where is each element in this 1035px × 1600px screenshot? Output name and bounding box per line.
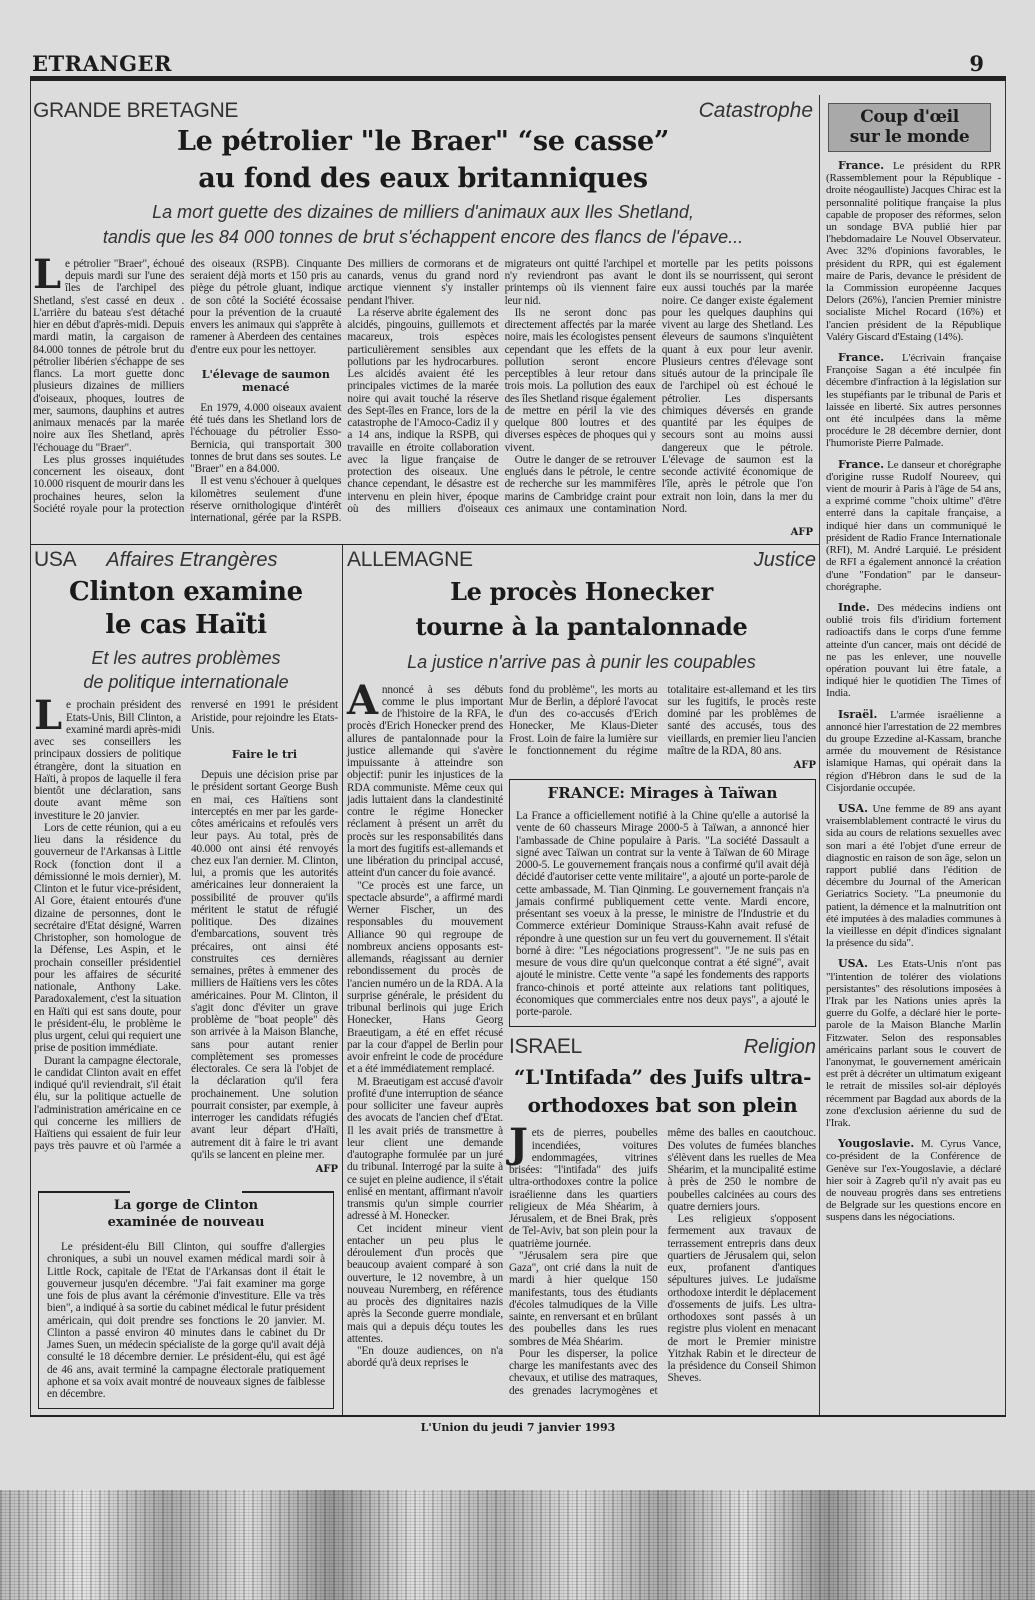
brief-text: L'écrivain française Françoise Sagan a été inculpée fin décembre d'infraction à la législation sur les stupéfiants par le tribunal de Paris et laissée en liberté. Six autres personnes ont été inculpées dans la même procédure le 28 décembre dernier, dont l'humoriste Pierre Palmade. — [826, 352, 1001, 450]
article-body — [34, 692, 338, 1161]
article-kicker: USA — [34, 548, 77, 572]
brief-item — [826, 602, 1001, 700]
paragraph-text: La France a officiellement notifié à la Chine qu'elle a autorisé la vente de 60 chasseurs Mirage 2000-5 à Taïwan, a annoncé hier l'ambassade de Chine populaire à Paris. "La société Dassault a signé avec Taïwan un contrat sur la vente à Taïwan de 60 Mirage 2000-5. Le gouvernement français nous a confirmé qu'il avait déjà décidé d'autoriser cette vente militaire", a ajouté un porte-parole de cette ambassade, M. Tian Qinming. Le gouvernement français n'a jamais confirmé publiquement cette vente. Mardi encore, présentant ses voeux à la presse, le ministre de l'Industrie et du Commerce extérieur Dominique Strauss-Kahn avait refusé de répondre à une question sur un feu vert du gouvernement. Il s'était borné à dire: "Les négociations progressent". "Je ne suis pas en mesure de vous dire qu'un quelconque contrat a été signé", avait ajouté le ministre. Cette vente "a sapé les fondements des rapports franco-chinois et porté atteinte aux relations tant politiques, économiques que commerciales entre nos deux pays", a ajouté le porte-parole. — [516, 810, 809, 1019]
brief-country: Yougoslavie. — [838, 1137, 915, 1151]
article-label-row — [34, 548, 338, 572]
article-headline — [33, 125, 813, 196]
article-headline — [34, 576, 338, 642]
footer-rule — [30, 1415, 1006, 1417]
brief-text: Une femme de 89 ans ayant vraisemblablement contracté le virus du sida au cours de relations sexuelles avec son mari a été l'objet d'une erreur de diagnostic en raison de son âge, selon un rapport publié dans l'édition de décembre du Journal of the American Geriatrics Society. "La pneumonie du patient, la démence et la malnutrition ont été imputées à des maladies communes à la vieillesse en dépit d'indices signalant la présence du sida". — [826, 802, 1001, 950]
article-kicker: ALLEMAGNE — [347, 548, 473, 572]
paragraph-text: M. Braeutigam est accusé d'avoir profité d'une interruption de séance pour solliciter une faveur auprès des avocats de l'ancien chef d'Etat. Il les avait priés de transmettre à leur client une demande d'autographe formulée par un juré du tribunal. Interrogé par la suite à ce sujet en pleine audience, il s'était enlisé en mentant, affirmant n'avoir transmis qu'un simple courrier adressé à M. Honecker. — [347, 1075, 503, 1223]
footer-dateline: L'Union du jeudi 7 janvier 1993 — [420, 1421, 616, 1435]
paragraph-text: fond du problème", les morts au Mur de Berlin, a déploré l'avocat d'un des co-accusés d'Erich Honecker, Me Klaus-Dieter Frost. Loin de faire la lumière sur le fonctionnement du régime totalitaire est-allemand et les tirs sur les fugitifs, le procès reste dominé par les problèmes de santé des accusés, tous des vieillards, en premier lieu l'ancien maître de la RDA, 80 ans. — [509, 683, 816, 757]
paragraph — [347, 1345, 503, 1370]
headline-line: “L'Intifada” des Juifs ultra- — [513, 1065, 812, 1090]
article-headline — [509, 1063, 816, 1119]
paragraph — [516, 810, 809, 1018]
article-rubric: Affaires Etrangères — [106, 549, 278, 572]
article-honecker — [347, 548, 816, 675]
article-deck — [33, 200, 813, 250]
paragraph — [509, 1120, 658, 1250]
article-kicker: GRANDE BRETAGNE — [33, 99, 239, 122]
paragraph — [190, 402, 341, 476]
page-header — [30, 48, 1006, 76]
article-israel — [509, 1035, 816, 1397]
paragraph-text: Il est venu s'échouer à quelques kilomètres seulement d'une réserve ornithologique d'intérêt international, gérée par la RSPB. Des milliers de cormorans et de canards, venus du grand nord arctique viennent s'y installer pendant l'hiver. — [190, 257, 499, 525]
drop-cap: L — [34, 692, 62, 740]
headline-line: le cas Haïti — [105, 610, 267, 641]
subheading: Faire le tri — [231, 748, 298, 762]
brief-country: Israël. — [838, 707, 878, 721]
headline-line: Le procès Honecker — [450, 577, 713, 607]
article-rubric: Catastrophe — [698, 99, 813, 122]
brief-item — [826, 1138, 1001, 1223]
brief-item — [826, 160, 1001, 343]
box-text: Le président-élu Bill Clinton, qui souffre d'allergies chroniques, a subi un nouvel examen médical mardi soir à Little Rock, capitale de l'Etat de l'Arkansas dont il était le gouverneur jusqu'en décembre. "J'ai fait examiner ma gorge une fois de plus avant la cérémonie d'investiture. Elle va très bien", a indiqué à sa sortie du cabinet médical le futur président américain, qui doit prendre ses fonctions le 20 janvier. M. Clinton a passé environ 40 minutes dans le cabinet du Dr James Suen, un médecin spécialiste de la gorge qu'il avait déjà consulté le 18 décembre dernier. Le président-élu, qui est âgé de 46 ans, avait terminé la campagne électorale pratiquement aphone et sa voix avait montré de nouveaux signes de faiblesse en décembre. — [47, 1241, 325, 1401]
page-number: 9 — [969, 51, 984, 76]
article-kicker: ISRAEL — [509, 1035, 582, 1059]
subheading: L'élevage de saumon menacé — [201, 367, 330, 394]
paragraph-text: Pour les disperser, la police charge les manifestants avec des chevaux, et utilise des matraques, des grenades lacrymogènes et même des balles en caoutchouc. Des volutes de fumées blanches s'élèvent dans les ruelles de Mea Shéarim, et la muncipalité estime à près de 250 le nombre de poubelles calcinées au cours des quatre derniers jours. — [509, 1127, 816, 1397]
honecker-columns — [347, 676, 816, 1397]
box-title-line: La gorge de Clinton — [113, 1198, 259, 1214]
main-area — [31, 81, 819, 1415]
section-name: ETRANGER — [32, 51, 172, 76]
article-braer — [31, 81, 819, 545]
brief-country: USA. — [838, 801, 868, 815]
paragraph — [34, 692, 181, 822]
brief-country: France. — [838, 457, 885, 471]
brief-country: France. — [838, 351, 885, 365]
article-headline — [347, 574, 816, 644]
paragraph — [509, 1250, 658, 1348]
brief-item — [826, 459, 1001, 593]
sidebar-title — [828, 103, 991, 152]
article-clinton — [31, 545, 343, 1415]
paragraph-text: Outre le danger de se retrouver englués dans le pétrole, le centre de recherche sur les mammifères marins de Cambridge craint pour ces animaux une contamination mortelle par les petits poissons dont ils se nourrissent, qui seront eux aussi touchés par la marée noire. Ce danger existe également pour les quelques dauphins qui vivent au large des Shetland. Les éleveurs de saumons s'inquiètent quant à eux pour leur avenir. Plusieurs centres d'élevage sont situés autour de la principale île de l'archipel où est échoué le pétrolier. Les dispersants chimiques déversés en grande quantité par les équipes de secours sont au moins aussi dangereux que le pétrole. L'élevage de saumon est la seconde activité économique de l'île, après le pétrole que l'on extrait non loin, dans la mer du Nord. — [504, 257, 813, 515]
article-label-row — [347, 548, 816, 572]
headline-line: tourne à la pantalonnade — [415, 612, 748, 642]
brief-text: Les Etats-Unis n'ont pas "l'intention de tolérer des violations persistantes" des résolutions imposées à l'Irak par les Nations unies après la guerre du Golfe, a déclaré hier le porte-parole de la Maison Blanche Marlin Fitzwater. Selon des responsables américains parlant sous le couvert de l'anonymat, le gouvernement américain est prêt à décréter un ultimatum exigeant le retrait de missiles sol-air déployés récemment par Bagdad aux abords de la zone d'exclusion aérienne du sud de l'Irak. — [826, 958, 1001, 1130]
paragraph — [347, 880, 503, 1076]
box-title: FRANCE: Mirages à Taïwan — [547, 784, 778, 803]
paragraph-text: e pétrolier "Braer", échoué depuis mardi sur l'une des îles de l'archipel des Shetland, s'est cassé en deux . L'arrière du bateau s'est détaché hier en début d'après-midi. Depuis mardi matin, la cargaison de 84.000 tonnes de pétrole brut du pétrolier libérien s'échappe de ses flancs. La mort guette donc plusieurs dizaines de milliers d'oiseaux, phoques, loutres de mer, saumons, dauphins et autres animaux menacés par la marée noire aux îles Shetland, après l'échouage du "Braer". — [33, 257, 185, 454]
headline-line: au fond des eaux britanniques — [198, 162, 648, 194]
paragraph-text: "Jérusalem sera pire que Gaza", ont crié dans la nuit de mardi à hier quelque 150 manifestants, tous des étudiants d'écoles talmudiques de la Ville sainte, en renversant et en brûlant des poubelles dans les rues sombres de Méa Shéarim. — [509, 1249, 658, 1348]
paragraph — [191, 769, 338, 1161]
brief-text: L'armée israélienne a annoncé hier l'arrestation de 22 membres du groupe Ezzedine al-Kassam, branche armée du mouvement de Résistance islamique Hamas, qui opérait dans la région d'Hébron dans le sud de la Cisjordanie occupée. — [826, 708, 1001, 794]
drop-cap: J — [509, 1120, 528, 1168]
headline-line: Le pétrolier "le Braer" “se casse” — [176, 126, 670, 157]
drop-cap: A — [347, 676, 378, 724]
paragraph — [505, 307, 656, 454]
headline-line: Clinton examine — [69, 577, 303, 608]
paragraph — [347, 1076, 503, 1223]
paragraph-text: nnoncé à ses débuts comme le plus important de l'histoire de la RFA, le procès d'Erich Honecker prend des allures de pantalonnade pour la justice allemande qui s'avère impuissante à atteindre son objectif: punir les injustices de la RDA communiste. Même ceux qui jadis luttaient dans la clandestinité contre le régime Honecker réclament à présent un arrêt du procès sur les responsabilités dans la mort des fugitifs est-allemands et une libération du principal accusé, atteint d'un cancer du foie avancé. — [347, 683, 504, 880]
sidebar-title-line: Coup d'œil — [860, 107, 959, 127]
byline: AFP — [793, 760, 816, 772]
article-label-row — [33, 99, 813, 123]
box-body — [516, 810, 809, 1018]
article-deck: La justice n'arrive pas à punir les coupables — [407, 652, 756, 673]
brief-country: USA. — [838, 957, 868, 971]
brief-country: Inde. — [838, 600, 870, 614]
paragraph — [347, 676, 504, 880]
paragraph-text: ets de pierres, poubelles incendiées, voitures endommagées, vitrines brisées: "l'intifada" des juifs ultra-orthodoxes contre la police israélienne dans les quartiers religieux de Méa Shéarim, à Jérusalem, et de Bnei Brak, près de Tel-Aviv, bat son plein pour la quatrième journée. — [509, 1127, 658, 1250]
deck-line: La mort guette des dizaines de milliers d'animaux aux Iles Shetland, — [152, 201, 694, 222]
article-deck — [34, 646, 338, 694]
brief-country: France. — [838, 159, 885, 172]
paragraph-text: "Ce procès est une farce, un spectacle absurde", a affirmé mardi Werner Fischer, un des responsables du mouvement Alliance 90 qui regroupe de nombreux anciens opposants est-allemands, réagissant au dernier rebondissement du procès de l'ancien numéro un de la RDA. A la surprise générale, le président du tribunal berlinois qui juge Erich Honecker, Hans Georg Braeutigam, a été en effet récusé par la cour d'appel de Berlin pour avoir enfreint le code de procédure et a été immédiatement remplacé. — [347, 879, 503, 1076]
sidebar-list — [826, 160, 1001, 1224]
page-body — [30, 81, 1006, 1415]
paragraph-text: Depuis une décision prise par le président sortant George Bush en mai, ces Haïtiens sont interceptés en mer par les garde-côtes américains et refoulés vers leur pays. Au total, près de 40.000 ont ainsi été renvoyés chez eux l'an dernier. M. Clinton, lui, a promis que les autorités américaines leur donneraient la possibilité de prouver qu'ils méritent le statut de réfugié politique. Des dizaines d'embarcations, souvent très précaires, ont ainsi été construites ces dernières semaines, prêtes à emmener des milliers de Haïtiens vers les côtes américaines. Pour M. Clinton, il s'agit donc d'éviter un grave problème de "boat people" dès son arrivée à la Maison Blanche, sans pour autant renier complètement ses promesses électorales. Ce sera là l'objet de la déclaration qu'il fera prochainement. Une solution pourrait consister, par exemple, à interroger les candidats réfugiés avant leur départ d'Haïti, autrement dit à faire le tri avant qu'ils se lancent en pleine mer. — [191, 769, 338, 1161]
article-body — [509, 1120, 816, 1397]
paragraph-text: En 1979, 4.000 oiseaux avaient été tués dans les Shetland lors de l'échouage du pétrolier Esso-Bernicia, qui transportait 300 tonnes de brut dans ses soutes. Le "Braer" en a 84.000. — [190, 401, 342, 476]
brief-text: M. Cyrus Vance, co-président de la Conférence de Genève sur l'ex-Yougoslavie, a déclaré hier soir à Zagreb qu'il n'y avait pas eu de nouveau progrès dans ses entretiens de Belgrade sur les questions encore en suspens dans les négociations. — [826, 1138, 1001, 1224]
paragraph-text: e prochain président des Etats-Unis, Bill Clinton, a examiné mardi après-midi avec ses conseillers les principaux dossiers de politique étrangère, dont la situation en Haïti, à propos de laquelle il fera bientôt une déclaration, sans doute avant même son investiture le 20 janvier. — [34, 699, 181, 822]
paragraph-text: Les plus grosses inquiétudes concernent les oiseaux, dont 10.000 risquent de mourir dans les prochaines heures, selon la Société royale pour la protection des oiseaux (RSPB). Cinquante seraient déjà morts et 150 pris au piège du pétrole gluant, indique de son côté la Société écossaise pour la prévention de la cruauté envers les animaux qui s'apprête à ramener à Aberdeen des centaines d'entre eux pour les nettoyer. — [33, 257, 342, 515]
paragraph-text: Les religieux s'opposent fermement aux travaux de terrassement entrepris dans deux quartiers de Jérusalem qui, selon eux, profanent d'antiques sépultures juives. Le judaïsme orthodoxe interdit le déplacement d'ossements de juifs. Les ultra-orthodoxes sont passés à un registre plus violent en menacant de mort le Premier ministre Yitzhak Rabin et le directeur de la présidence du Conseil Shimon Sheves. — [667, 1213, 816, 1385]
drop-cap: L — [33, 250, 61, 298]
brief-text: Le président du RPR (Rassemblement pour la République - droite néogaulliste) Jacques Chirac est la personnalité politique française la plus capable de proposer des réformes, selon un sondage BVA publié hier par l'hebdomadaire Le Nouvel Observateur. Avec 32% d'opinions favorables, le président du RPR, qui est également maire de Paris, devance le président de la Commission européenne Jacques Delors (26%), l'ancien Premier ministre socialiste Michel Rocard (16%) et l'ancien président de la République Valéry Giscard d'Estaing (14%). — [826, 160, 1001, 343]
box-title — [47, 1197, 325, 1231]
byline: AFP — [315, 1164, 338, 1176]
paragraph-text: Ils ne seront donc pas directement affectés par la marée noire, mais les écologistes pensent cependant que les effets de la pollution seront encore perceptibles à leur retour dans trois mois. La pollution des eaux des îles Shetland risque également de mettre en péril la vie des quelque 800 loutres et des diverses espèces de phoques qui y vivent. — [504, 306, 656, 454]
box-rule — [38, 1191, 130, 1193]
right-articles — [343, 545, 819, 1415]
article-rubric: Justice — [753, 549, 816, 572]
deck-line: tandis que les 84 000 tonnes de brut s'échappent encore des flancs de l'épave... — [102, 226, 744, 247]
paragraph-text: "En douze audiences, on n'a abordé qu'à deux reprises le — [347, 1345, 503, 1370]
right-stack — [509, 684, 816, 1397]
deck-line: de politique internationale — [83, 672, 289, 693]
article-body — [33, 250, 813, 525]
paragraph — [347, 1223, 503, 1346]
headline-line: orthodoxes bat son plein — [527, 1093, 798, 1118]
scan-noise-band — [0, 1490, 1035, 1600]
article-rubric: Religion — [743, 1036, 816, 1059]
article-body-continued — [509, 684, 816, 758]
brief-item — [826, 352, 1001, 450]
paragraph-text: La réserve abrite également des alcidés, pingouins, guillemots et macareux, trois espèces particulièrement sensibles aux pollutions par les hydrocarbures. Les alcidés avaient été les principales victimes de la marée noire qui avait touché la réserve des Sept-îles en France, lors de la catastrophe de l'Amoco-Cadiz il y a 14 ans, indique la RSPB, qui travaille en étroite collaboration avec la ligue française de protection des oiseaux. Une chance cependant, le désastre est intervenu en plein hiver, époque où des milliers d'oiseaux migrateurs ont quitté l'archipel et n'y reviendront pas avant le printemps où ils viennent faire leur nid. — [347, 257, 656, 515]
lower-articles — [31, 545, 819, 1415]
byline: AFP — [790, 527, 813, 539]
brief-item — [826, 709, 1001, 794]
brief-text: Des médecins indiens ont oublié trois fils d'iridium fortement radioactifs dans le corps d'une femme atteinte d'un cancer, mais ont décidé de ne pas les enlever, une nouvelle opération pouvant lui être fatale, a indiqué hier le quotidien The Times of India. — [826, 601, 1001, 700]
newspaper-page — [30, 48, 1006, 1434]
paragraph — [668, 1213, 817, 1385]
box-rule — [242, 1191, 334, 1193]
brief-item — [826, 803, 1001, 949]
paragraph — [34, 822, 181, 1055]
brief-item — [826, 958, 1001, 1129]
sidebar-world-briefs — [819, 95, 1006, 1415]
sidebar-box-clinton-throat — [38, 1191, 334, 1409]
paragraph — [33, 250, 185, 454]
paragraph — [509, 684, 816, 758]
article-body — [347, 676, 504, 1397]
brief-text: Le danseur et chorégraphe d'origine russe Rudolf Noureev, qui vient de mourir à Paris à l'âge de 54 ans, a exprimé comme "choix ultime" d'être enterré dans la capitale française, a indiqué hier dans un communiqué le président de Radio France Internationale (RFI), M. André Larquié. Le président de RFI a également annoncé la création d'une "Fondation" par le danseur-chorégraphe. — [826, 458, 1001, 593]
article-label-row — [509, 1035, 816, 1059]
deck-line: Et les autres problèmes — [91, 648, 281, 669]
paragraph-text: Lors de cette réunion, qui a eu lieu dans la résidence du gouverneur de l'Arkansas à Little Rock (fonction dont il a démissionné le mois dernier), M. Clinton et le futur vice-président, Al Gore, étaient entourés d'une dizaine de personnes, dont le secrétaire d'Etat désigné, Warren Christopher, son homologue de la Défense, Les Aspin, et le prochain conseiller présidentiel pour les affaires de sécurité nationale, Anthony Lake. Paradoxalement, c'est la situation en Haïti qui est sans doute, pour le président-élu, le problème le plus urgent, celui qui requiert une prise de position immédiate. — [34, 821, 182, 1055]
article-taiwan-box — [509, 779, 816, 1027]
box-title-line: examinée de nouveau — [107, 1215, 265, 1231]
paragraph-text: Cet incident mineur vient entacher un peu plus le déroulement d'un procès que beaucoup avaient comparé à son ouverture, le 12 novembre, à un nouveau Nuremberg, en référence au procès des dignitaires nazis après la Seconde guerre mondiale, mais qui a depuis déçu toutes les attentes. — [347, 1222, 503, 1345]
sidebar-title-line: sur le monde — [849, 127, 970, 147]
paragraph-text: Durant la campagne électorale, le candidat Clinton avait en effet indiqué qu'il reviendrait, s'il était élu, sur la politique actuelle de l'administration américaine en ce qui concerne les milliers de Haïtiens qui essaient de fuir leur pays très pauvre et où l'armée a renversé en 1991 le président Aristide, pour rejoindre les Etats-Unis. — [34, 699, 338, 1153]
